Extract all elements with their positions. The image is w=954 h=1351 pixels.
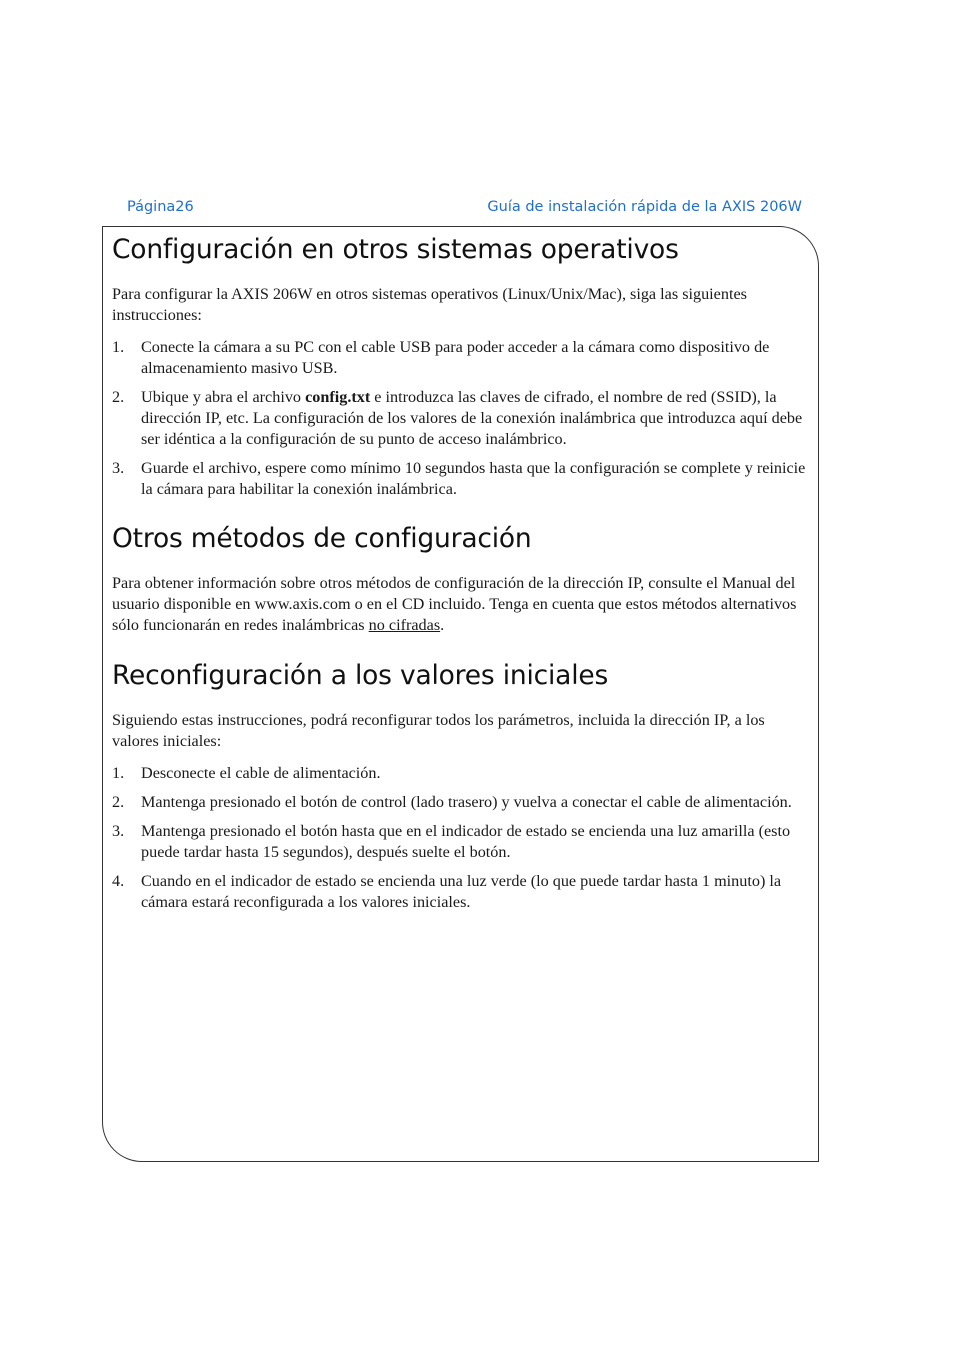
list-item: [112, 337, 812, 379]
item-number: 2.: [112, 793, 125, 811]
list-item: [112, 763, 812, 784]
list-item: [112, 871, 812, 913]
item-text: Mantenga presionado el botón de control (lado trasero) y vuelva a conectar el cable de alimentación.: [141, 793, 792, 811]
list-item: [112, 458, 812, 500]
section-other-methods: [112, 521, 812, 636]
section-heading: Reconfiguración a los valores iniciales: [112, 660, 609, 691]
body-text-post: .: [440, 616, 445, 634]
list-item: [112, 821, 812, 863]
item-text: Desconecte el cable de alimentación.: [141, 764, 381, 782]
underlined-text: no cifradas: [368, 616, 441, 634]
section-reset: [112, 658, 812, 913]
filename: config.txt: [305, 388, 371, 406]
item-text-pre: Ubique y abra el archivo: [141, 388, 306, 406]
section-intro: Siguiendo estas instrucciones, podrá reconfigurar todos los parámetros, incluida la dirección IP, a los valores iniciales:: [112, 711, 765, 750]
section-other-os: [112, 232, 812, 500]
item-text: Conecte la cámara a su PC con el cable USB para poder acceder a la cámara como dispositivo de almacenamiento masivo USB.: [141, 338, 770, 377]
page-number: Página26: [127, 199, 194, 215]
list-item: [112, 387, 812, 450]
item-text: Cuando en el indicador de estado se encienda una luz verde (lo que puede tardar hasta 1 minuto) la cámara estará reconfigurada a los valores iniciales.: [141, 872, 782, 911]
item-text: Guarde el archivo, espere como mínimo 10 segundos hasta que la configuración se complete y reinicie la cámara para habilitar la conexión inalámbrica.: [141, 459, 806, 498]
section-intro: Para configurar la AXIS 206W en otros sistemas operativos (Linux/Unix/Mac), siga las siguientes instrucciones:: [112, 285, 747, 324]
item-number: 1.: [112, 764, 125, 782]
item-number: 2.: [112, 388, 125, 406]
item-number: 1.: [112, 338, 125, 356]
item-text: Mantenga presionado el botón hasta que en el indicador de estado se encienda una luz amarilla (esto puede tardar hasta 15 segundos), después suelte el botón.: [141, 822, 791, 861]
item-number: 3.: [112, 459, 125, 477]
section-heading: Otros métodos de configuración: [112, 523, 532, 554]
item-text-post: e introduzca las claves de cifrado, el nombre de red (SSID), la dirección IP, etc. La configuración de los valores de la conexión inalámbrica que introduzca aquí debe ser idéntica a la configuración de su punto de acceso inalámbrico.: [141, 388, 803, 448]
section-body: [112, 573, 812, 636]
page-content: [112, 232, 812, 921]
item-number: 3.: [112, 822, 125, 840]
list-item: [112, 792, 812, 813]
item-number: 4.: [112, 872, 125, 890]
document-title: Guía de instalación rápida de la AXIS 206W: [487, 199, 802, 215]
section-heading: Configuración en otros sistemas operativos: [112, 234, 679, 265]
steps-list: [112, 337, 812, 500]
body-text-pre: Para obtener información sobre otros métodos de configuración de la dirección IP, consulte el Manual del usuario disponible en www.axis.com o en el CD incluido. Tenga en cuenta que estos métodos alternativos sólo funcionarán en redes inalámbricas: [112, 574, 797, 634]
steps-list: [112, 763, 812, 913]
